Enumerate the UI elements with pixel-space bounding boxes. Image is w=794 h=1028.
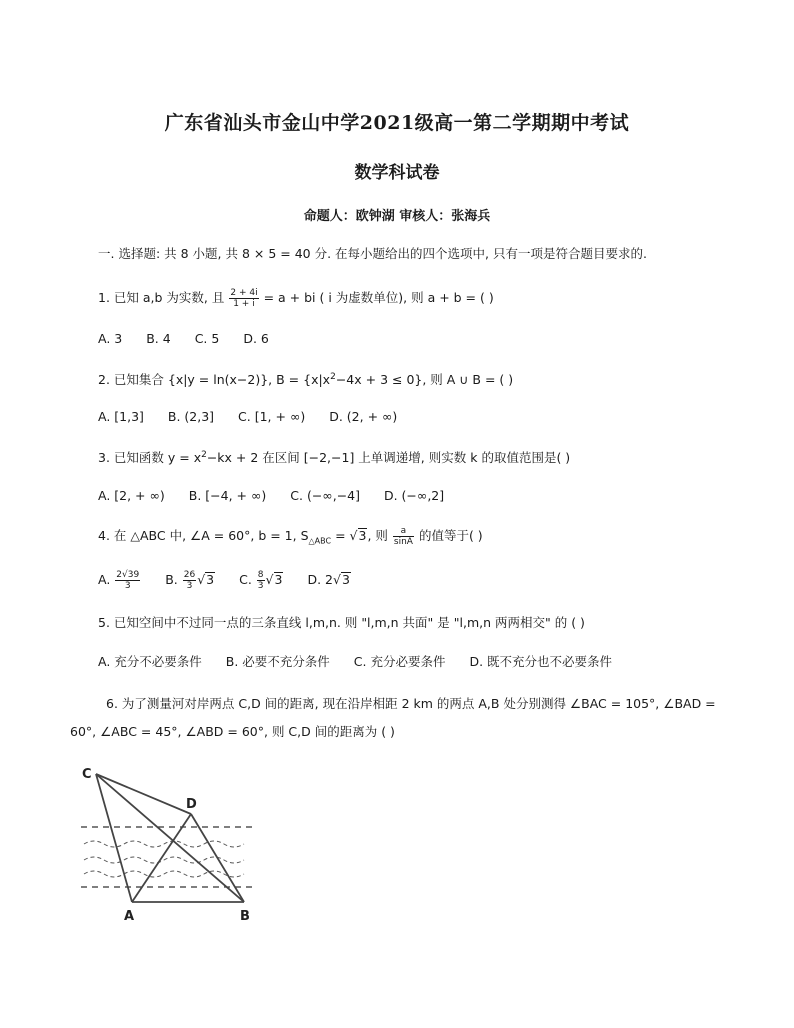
option-c-sqrt: 3 (274, 572, 283, 587)
q1-fraction (229, 288, 258, 309)
q2-text2: −4x + 3 ≤ 0}, 则 A ∪ B = ( ) (335, 372, 514, 388)
q3-options (98, 486, 464, 506)
option-a-den: 3 (124, 581, 131, 591)
q1-options (98, 329, 289, 349)
option-a: A. [1,3] (98, 409, 144, 424)
option-a (98, 570, 141, 591)
q1-frac-num: 2 + 4i (230, 288, 258, 298)
q3-sup: 2 (201, 450, 207, 460)
option-c-label: C. (239, 572, 252, 587)
option-d-label: D. 2 (307, 572, 333, 587)
q4-text: 4. 在 △ABC 中, ∠A = 60°, b = 1, S (98, 528, 309, 543)
q2-text: 2. 已知集合 {x|y = ln(x−2)}, B = {x|x (98, 372, 331, 388)
q1-suffix: = a + bi ( i 为虚数单位), 则 a + b = ( ) (263, 290, 494, 305)
label-b: B (240, 909, 250, 924)
option-c: C. 充分必要条件 (353, 654, 446, 669)
option-c: C. (−∞,−4] (290, 488, 360, 503)
option-d: D. (−∞,2] (383, 488, 445, 503)
option-d: D. (2, + ∞) (329, 409, 398, 424)
q4-text3: 的值等于( ) (418, 528, 483, 543)
q4-eq: = (335, 528, 346, 543)
segment-cd (96, 774, 191, 814)
q3-text2: −kx + 2 在区间 [−2,−1] 上单调递增, 则实数 k 的取值范围是( ) (206, 450, 571, 466)
q1-frac-den: 1 + i (233, 299, 255, 309)
option-b: B. [−4, + ∞) (188, 488, 267, 503)
q4-text2: , 则 (367, 528, 388, 543)
question-2 (98, 367, 513, 390)
question-5: 5. 已知空间中不过同一点的三条直线 l,m,n. 则 "l,m,n 共面" 是 "l,m,n 两两相交" 的 ( ) (98, 615, 585, 630)
q2-sup: 2 (330, 372, 336, 382)
segment-ca (96, 774, 132, 902)
q4-frac-den: sinA (393, 537, 413, 547)
question-6-line2: 60°, ∠ABC = 45°, ∠ABD = 60°, 则 C,D 间的距离为 ( ) (70, 724, 395, 739)
q3-text: 3. 已知函数 y = x (98, 450, 202, 466)
option-b: B. $\frac{26}{3}$ √3 (165, 570, 215, 591)
option-b: B. (2,3] (167, 409, 215, 424)
option-d: D. 2√3 (307, 572, 350, 587)
option-a-num: 2√39 (116, 570, 140, 580)
option-c: C. $\frac{8}{3}$ √3 (239, 570, 283, 591)
q4-sqrt: 3 (358, 528, 367, 543)
page-title: 广东省汕头市金山中学2021级高一第二学期期中考试 (164, 112, 630, 134)
option-b: B. 4 (146, 331, 171, 346)
wave-line-3 (84, 871, 244, 877)
option-a: A. [2, + ∞) (98, 488, 165, 503)
option-d: D. 既不充分也不必要条件 (469, 654, 613, 669)
option-b-den: 3 (186, 581, 193, 591)
option-b-fraction (183, 570, 196, 591)
option-b-num: 26 (183, 570, 196, 580)
q5-options (98, 652, 632, 672)
wave-line-1 (84, 841, 244, 847)
option-d-sqrt: 3 (341, 572, 350, 587)
q4-fraction (393, 526, 414, 547)
question-1 (98, 288, 494, 309)
option-d: D. 6 (243, 331, 269, 346)
question-3 (98, 445, 570, 468)
q4-sub: △ABC (308, 536, 332, 546)
label-c: C (82, 767, 92, 782)
label-a: A (124, 909, 135, 924)
option-c-num: 8 (257, 570, 264, 580)
option-b: B. 必要不充分条件 (225, 654, 330, 669)
label-d: D (186, 797, 197, 812)
q4-options (98, 570, 371, 591)
option-a: A. 3 (98, 331, 123, 346)
q4-frac-num: a (393, 526, 414, 537)
option-c-den: 3 (257, 581, 264, 591)
section-instructions: 一. 选择题: 共 8 小题, 共 8 × 5 = 40 分. 在每小题给出的四个选项中, 只有一项是符合题目要求的. (98, 246, 647, 261)
option-c: C. [1, + ∞) (238, 409, 306, 424)
authors-line: 命题人：欧钟湖 审核人：张海兵 (303, 209, 491, 224)
option-a: A. 充分不必要条件 (98, 654, 202, 669)
page-subtitle: 数学科试卷 (354, 163, 440, 183)
option-b-label: B. (165, 572, 178, 587)
question-6-line1: 6. 为了测量河对岸两点 C,D 间的距离, 现在沿岸相距 2 km 的两点 A,B 处分别测得 ∠BAC = 105°, ∠BAD = (106, 696, 716, 711)
question-4: 4. 在 △ABC 中, ∠A = 60°, b = 1, $S_{\triangle ABC} = √3$, 则 $\frac{a}{\sin A}$ 的值等于( ) (98, 526, 483, 547)
segment-cb (96, 774, 244, 902)
river-figure (76, 762, 266, 927)
option-c-fraction (257, 570, 265, 591)
option-a-fraction (115, 570, 140, 591)
option-a-label: A. (98, 572, 111, 587)
option-b-sqrt: 3 (206, 572, 215, 587)
q1-prefix: 1. 已知 a,b 为实数, 且 (98, 290, 225, 305)
q2-options (98, 407, 417, 427)
option-c: C. 5 (194, 331, 220, 346)
